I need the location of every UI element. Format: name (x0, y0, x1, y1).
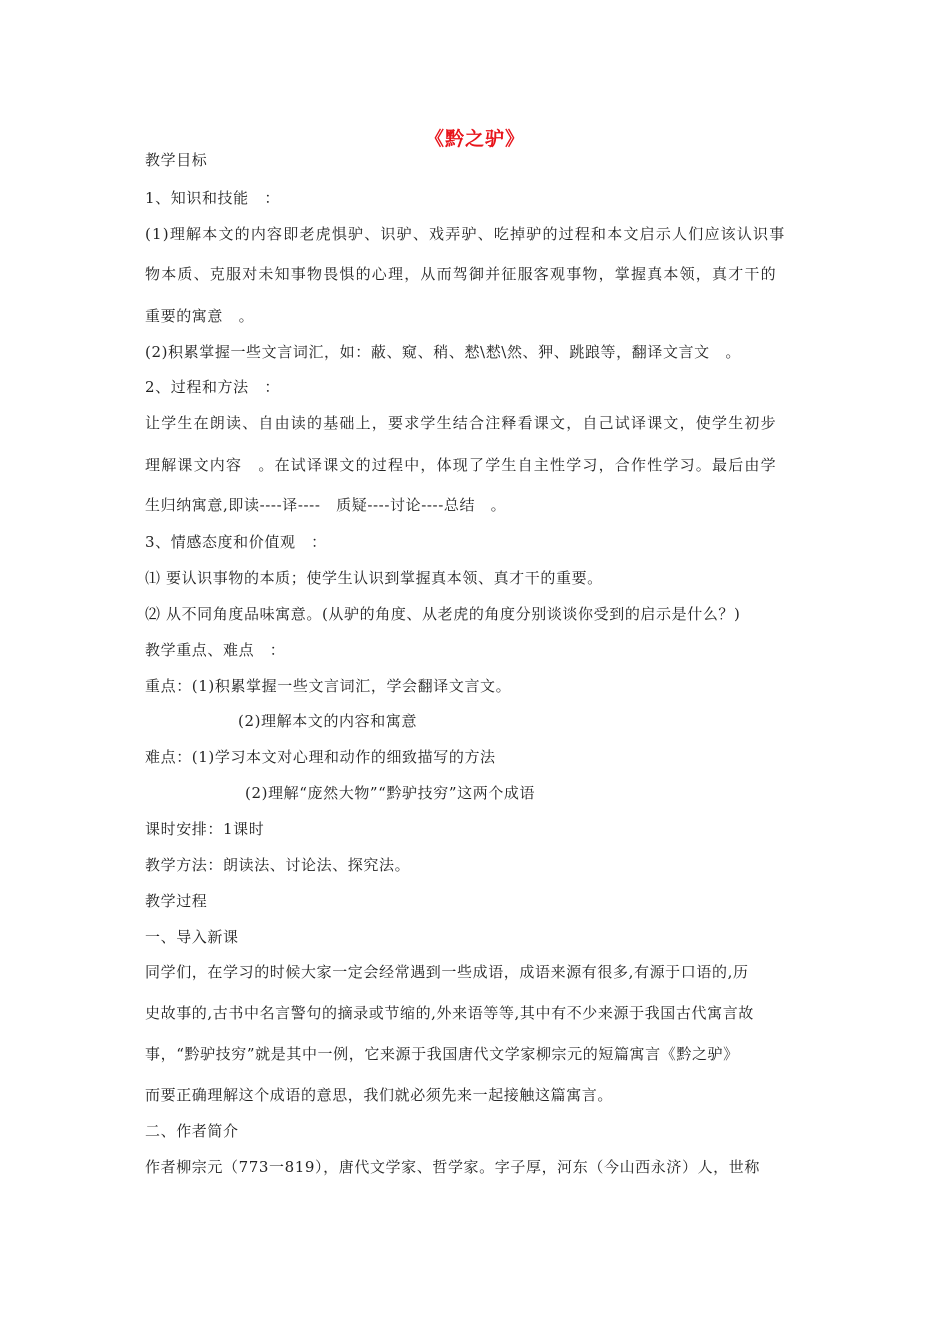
difficulty-line: 难点：(1)学习本文对心理和动作的细致描写的方法 (145, 748, 496, 766)
document-title: 《黔之驴》 (424, 128, 525, 150)
list-item: ⑵ 从不同角度品味寓意。(从驴的角度、从老虎的角度分别谈谈你受到的启示是什么？) (145, 605, 741, 623)
method-line: 教学方法：朗读法、讨论法、探究法。 (145, 856, 411, 874)
difficulty-line: (2)理解“庞然大物”“黔驴技穷”这两个成语 (245, 784, 536, 802)
heading-teaching-process: 教学过程 (145, 892, 208, 910)
paragraph-line: 事，“黔驴技穷”就是其中一例，它来源于我国唐代文学家柳宗元的短篇寓言《黔之驴》 (145, 1045, 739, 1063)
section-heading: 一、导入新课 (145, 928, 239, 946)
paragraph-line: (2)积累掌握一些文言词汇，如：蔽、窥、稍、慭\慭\然、狎、跳踉等，翻译文言文 。 (145, 343, 741, 361)
paragraph-line: 理解课文内容 。在试译课文的过程中，体现了学生自主性学习，合作性学习。最后由学 (145, 456, 777, 474)
schedule-line: 课时安排：1课时 (145, 820, 265, 838)
key-point-line: 重点：(1)积累掌握一些文言词汇，学会翻译文言文。 (145, 677, 512, 695)
paragraph-line: 而要正确理解这个成语的意思，我们就必须先来一起接触这篇寓言。 (145, 1086, 614, 1104)
section-heading: 3、情感态度和价值观 ： (145, 533, 327, 551)
paragraph-line: 让学生在朗读、自由读的基础上，要求学生结合注释看课文，自己试译课文，使学生初步 (145, 414, 777, 432)
list-item: ⑴ 要认识事物的本质；使学生认识到掌握真本领、真才干的重要。 (145, 569, 603, 587)
paragraph-line: 史故事的,古书中名言警句的摘录或节缩的,外来语等等,其中有不少来源于我国古代寓言故 (145, 1004, 754, 1022)
paragraph-line: 生归纳寓意,即读----译---- 质疑----讨论----总结 。 (145, 496, 507, 514)
section-heading: 二、作者简介 (145, 1122, 239, 1140)
paragraph-line: 同学们，在学习的时候大家一定会经常遇到一些成语，成语来源有很多,有源于口语的,历 (145, 963, 749, 981)
paragraph-line: 作者柳宗元（773一819），唐代文学家、哲学家。字子厚，河东（今山西永济）人，世称 (145, 1158, 760, 1176)
section-heading: 2、过程和方法 ： (145, 378, 280, 396)
section-heading: 教学重点、难点 ： (145, 641, 286, 659)
paragraph-line: 物本质、克服对未知事物畏惧的心理，从而驾御并征服客观事物，掌握真本领，真才干的 (145, 265, 777, 283)
paragraph-line: (1)理解本文的内容即老虎惧驴、识驴、戏弄驴、吃掉驴的过程和本文启示人们应该认识事 (145, 225, 786, 243)
key-point-line: (2)理解本文的内容和寓意 (238, 712, 418, 730)
section-heading: 1、知识和技能 ： (145, 189, 280, 207)
heading-teaching-goals: 教学目标 (145, 151, 208, 169)
paragraph-line: 重要的寓意 。 (145, 307, 255, 325)
